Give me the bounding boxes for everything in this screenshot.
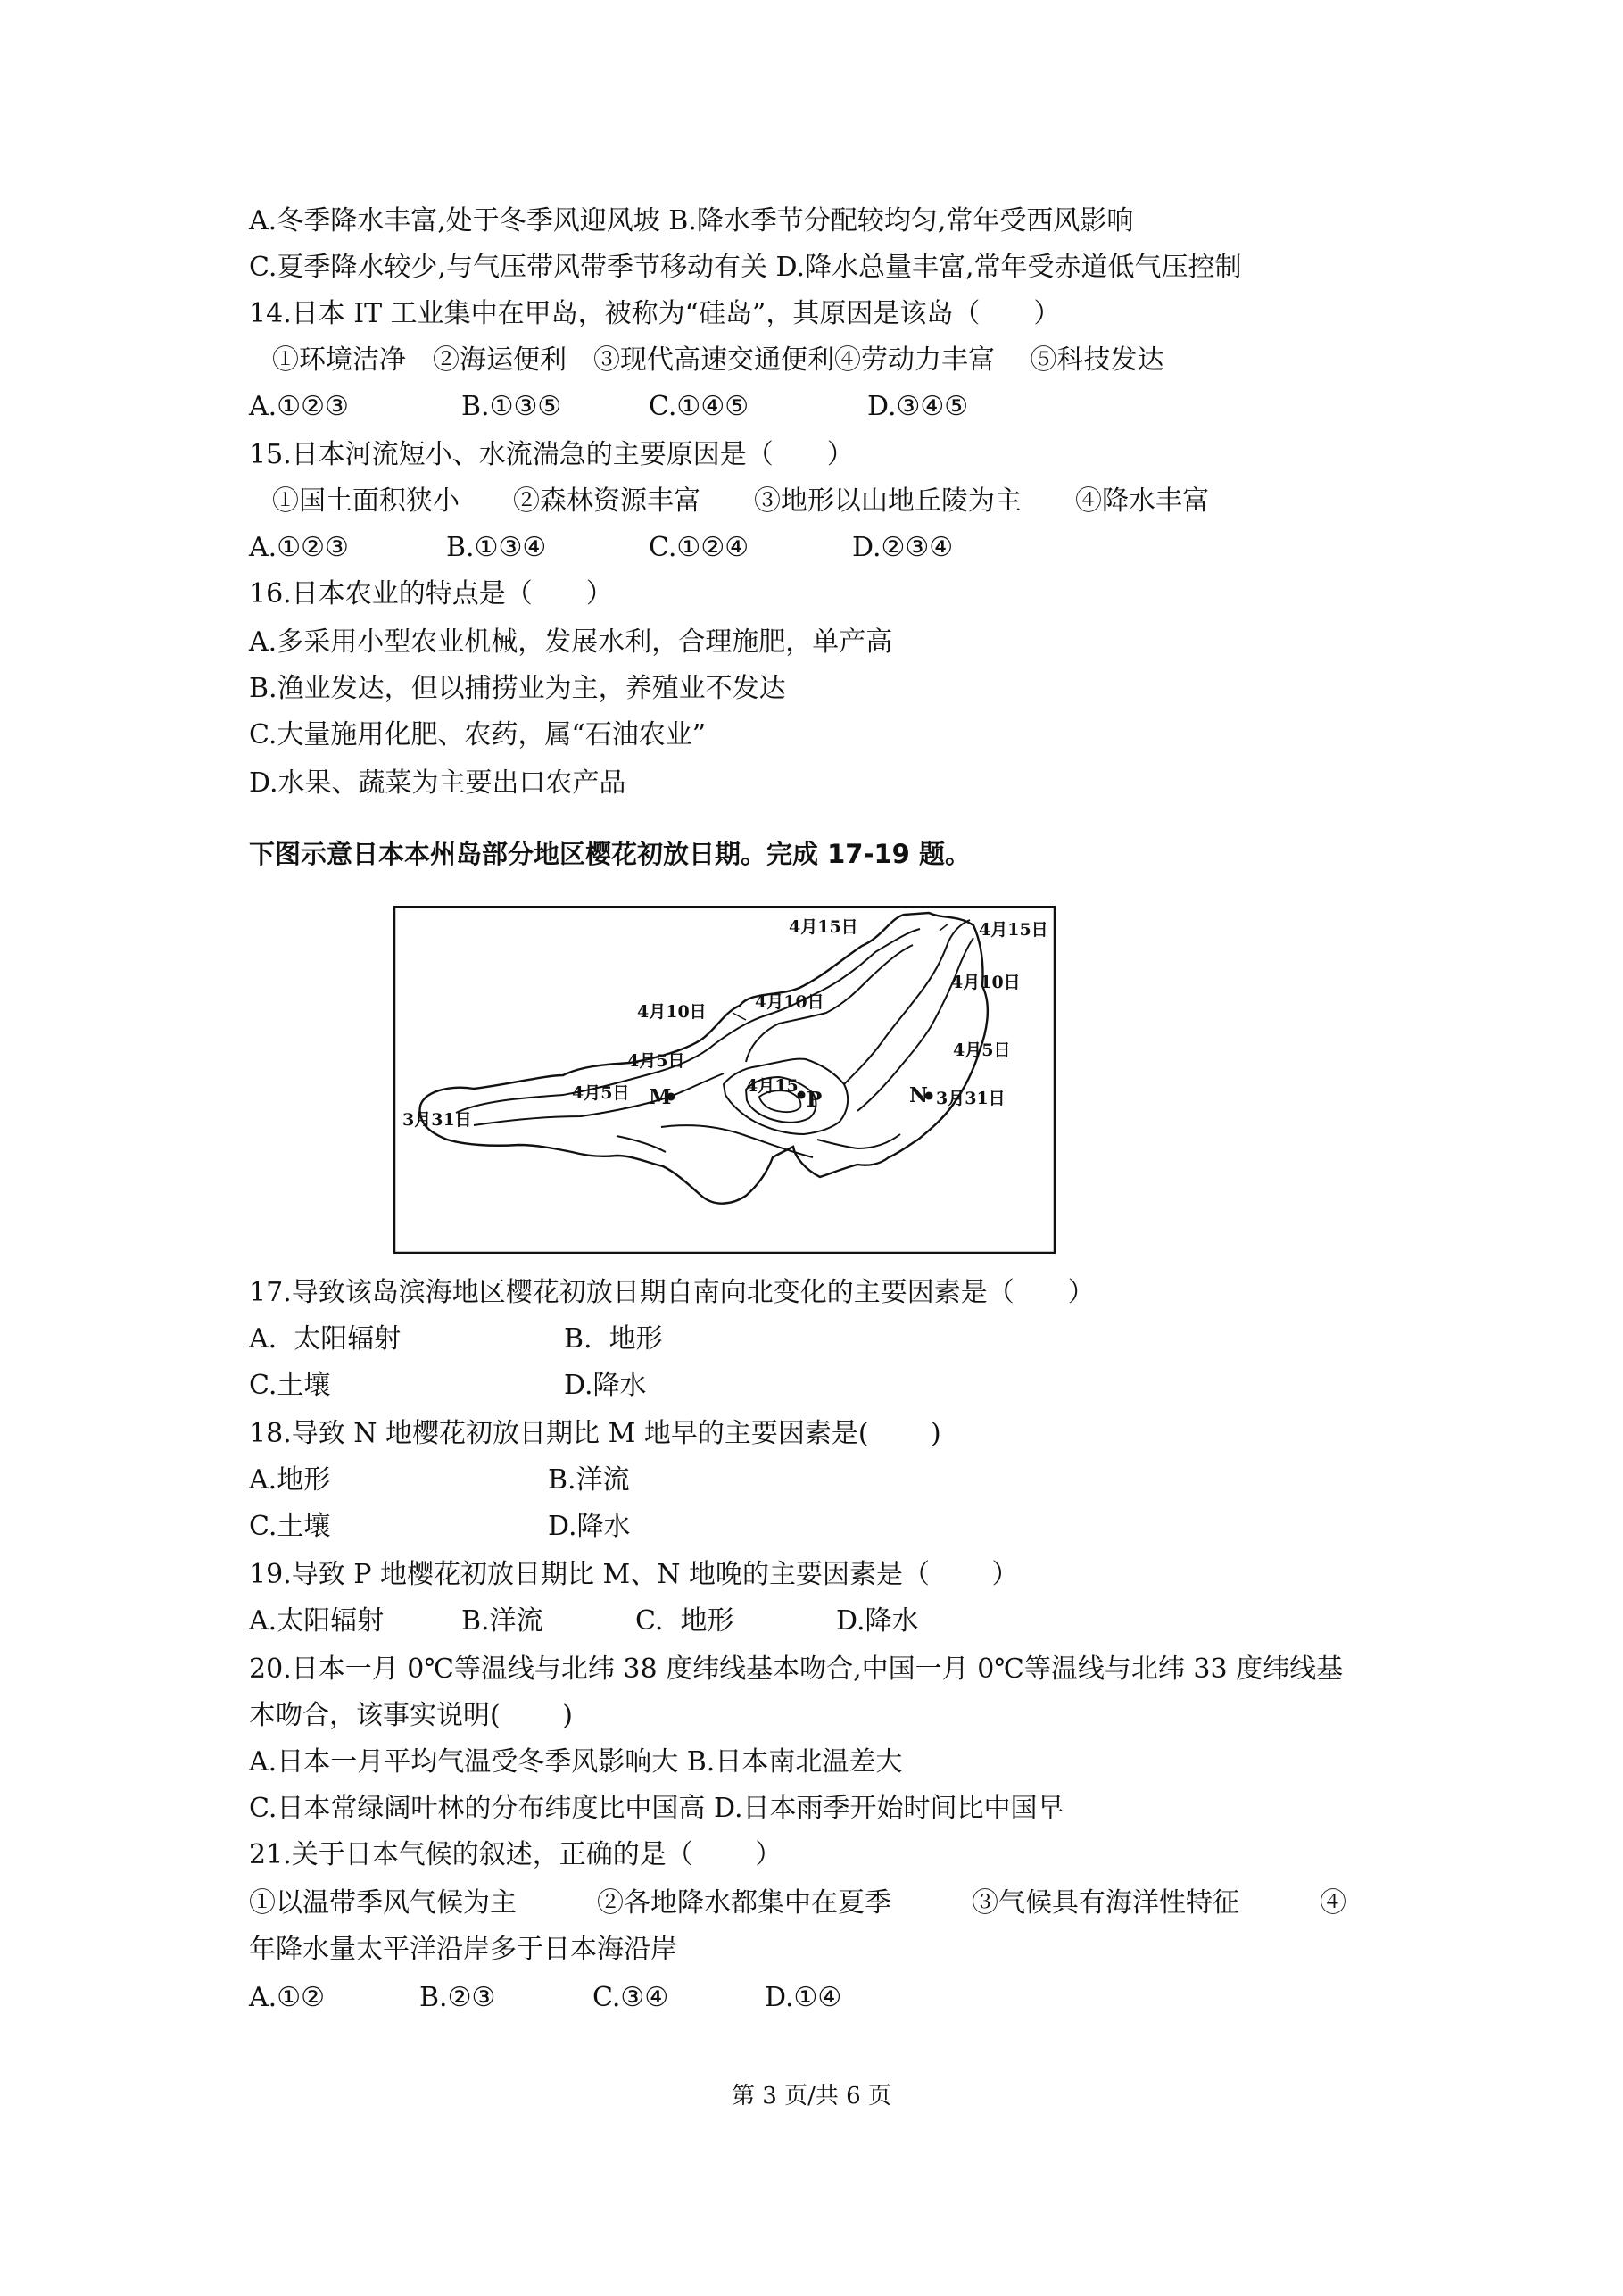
map-label-apr15-inland: 4月15 [746, 1076, 799, 1096]
q14-items: ①环境洁净 ②海运便利 ③现代高速交通便利④劳动力丰富 ⑤科技发达 [272, 344, 1164, 376]
q20-options-line-1: A.日本一月平均气温受冬季风影响大 B.日本南北温差大 [249, 1746, 903, 1778]
point-p-label: P [807, 1088, 823, 1112]
q16-option-d: D.水果、蔬菜为主要出口农产品 [249, 767, 626, 799]
q20-stem-line-2: 本吻合，该事实说明( ) [249, 1700, 573, 1731]
q13-options-line-2: C.夏季降水较少,与气压带风带季节移动有关 D.降水总量丰富,常年受赤道低气压控制 [249, 252, 1242, 283]
q18-stem: 18.导致 N 地樱花初放日期比 M 地早的主要因素是( ) [249, 1418, 941, 1449]
q17-option-b: B. 地形 [564, 1323, 663, 1355]
point-m-label: M [649, 1085, 672, 1109]
map-label-apr10-west: 4月10日 [637, 1002, 707, 1022]
q15-option-d: D.②③④ [852, 532, 954, 563]
q19-option-d: D.降水 [836, 1605, 919, 1637]
q19-option-c: C. 地形 [635, 1605, 734, 1637]
map-label-apr5-lower: 4月5日 [572, 1083, 630, 1103]
q17-option-d: D.降水 [564, 1370, 647, 1401]
q14-option-a: A.①②③ [249, 391, 349, 422]
q18-option-c: C.土壤 [249, 1511, 331, 1542]
q21-option-b: B.②③ [419, 1982, 496, 2013]
q13-options-line-1: A.冬季降水丰富,处于冬季风迎风坡 B.降水季节分配较均匀,常年受西风影响 [249, 205, 1134, 236]
q15-option-a: A.①②③ [249, 532, 349, 563]
map-label-apr5-upper: 4月5日 [627, 1051, 685, 1071]
q21-option-c: C.③④ [592, 1982, 669, 2013]
q15-items: ①国土面积狭小 ②森林资源丰富 ③地形以山地丘陵为主 ④降水丰富 [272, 485, 1209, 517]
map-label-apr10-center: 4月10日 [755, 992, 824, 1012]
q21-option-d: D.①④ [765, 1982, 842, 2013]
section-intro: 下图示意日本本州岛部分地区樱花初放日期。完成 17-19 题。 [249, 839, 971, 869]
point-n-label: N [909, 1083, 929, 1107]
q18-option-b: B.洋流 [548, 1464, 630, 1496]
q15-option-c: C.①②④ [649, 532, 749, 563]
q16-option-a: A.多采用小型农业机械，发展水利，合理施肥，单产高 [249, 626, 893, 658]
q17-option-c: C.土壤 [249, 1370, 331, 1401]
q21-option-a: A.①② [249, 1982, 325, 2013]
q17-stem: 17.导致该岛滨海地区樱花初放日期自南向北变化的主要因素是（ ） [249, 1277, 1095, 1308]
map-label-apr10-east: 4月10日 [951, 973, 1021, 992]
q20-stem-line-1: 20.日本一月 0℃等温线与北纬 38 度纬线基本吻合,中国一月 0℃等温线与北纬 33 度纬线基 [249, 1654, 1344, 1685]
q21-items-line-1: ①以温带季风气候为主 ②各地降水都集中在夏季 ③气候具有海洋性特征 ④ [249, 1887, 1346, 1919]
q15-stem: 15.日本河流短小、水流湍急的主要原因是（ ） [249, 439, 854, 470]
q19-stem: 19.导致 P 地樱花初放日期比 M、N 地晚的主要因素是（ ） [249, 1559, 1019, 1590]
q14-stem: 14.日本 IT 工业集中在甲岛，被称为“硅岛”，其原因是该岛（ ） [249, 298, 1061, 329]
q14-option-d: D.③④⑤ [867, 391, 969, 422]
q20-options-line-2: C.日本常绿阔叶林的分布纬度比中国高 D.日本雨季开始时间比中国早 [249, 1793, 1064, 1824]
q16-option-c: C.大量施用化肥、农药，属“石油农业” [249, 719, 707, 750]
map-label-apr15-northeast: 4月15日 [979, 920, 1048, 940]
q16-stem: 16.日本农业的特点是（ ） [249, 578, 613, 609]
cherry-blossom-map [393, 906, 1056, 1254]
point-p-marker [798, 1091, 806, 1099]
q18-option-a: A.地形 [249, 1464, 331, 1496]
q21-items-line-2: 年降水量太平洋沿岸多于日本海沿岸 [249, 1934, 677, 1965]
q14-option-c: C.①④⑤ [649, 391, 749, 422]
q21-stem: 21.关于日本气候的叙述，正确的是（ ） [249, 1839, 783, 1870]
map-label-apr15-north: 4月15日 [789, 917, 858, 937]
q19-option-b: B.洋流 [461, 1605, 543, 1637]
q17-option-a: A. 太阳辐射 [249, 1323, 402, 1355]
page-footer: 第 3 页/共 6 页 [732, 2083, 891, 2110]
q14-option-b: B.①③⑤ [461, 391, 562, 422]
q16-option-b: B.渔业发达，但以捕捞业为主，养殖业不发达 [249, 673, 786, 704]
q19-option-a: A.太阳辐射 [249, 1605, 385, 1637]
map-label-apr5-east: 4月5日 [953, 1040, 1011, 1060]
q15-option-b: B.①③④ [446, 532, 547, 563]
map-label-mar31-east: 3月31日 [936, 1089, 1006, 1108]
map-label-mar31-west: 3月31日 [402, 1110, 472, 1130]
q18-option-d: D.降水 [548, 1511, 631, 1542]
